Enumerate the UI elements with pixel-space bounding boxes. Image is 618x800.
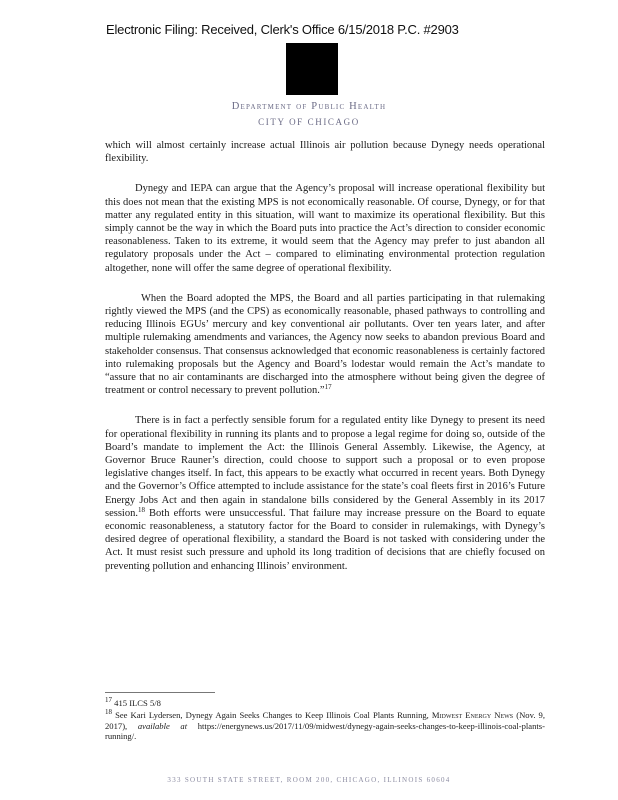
paragraph-mps-text: When the Board adopted the MPS, the Board and all parties participating in that rulemaking rightly viewed the MPS (and the CPS) as economically reasonable, phased pathways to controlling and reducing Illinois EGUs’ mercury and key conventional air pollutants. Over ten years later, and after multiple rulemaking amendments and variances, the Agency now seeks to abandon previous Board and stakeholder consensus. That consensus acknowledged that economic reasonableness is certainly factored into rulemaking proposals but the Agency and Board’s lodestar would remain the Act’s mandate to “assure that no air contaminants are discharged into the atmosphere without being given the degree of treatment or control necessary to prevent pollution.” <box>105 292 545 397</box>
footnote-17-text: 415 ILCS 5/8 <box>112 698 161 708</box>
paragraph-general-assembly-text-b: Both efforts were unsuccessful. That failure may increase pressure on the Board to equate economic reasonableness, a statutory factor for the Board to consider in rulemakings, with Dynegy’s desired degree of operational flexibility, a standard the Board is not tasked with considering under the Act. It must resist such pressure and uphold its long tradition of decisions that are chiefly focused on preventing pollution and enhancing Illinois’ environment. <box>105 507 545 572</box>
paragraph-general-assembly <box>105 414 545 572</box>
footnote-18-source: Midwest Energy News <box>431 710 514 720</box>
footnote-divider <box>105 692 215 693</box>
footer-address: 333 SOUTH STATE STREET, ROOM 200, CHICAGO, ILLINOIS 60604 <box>167 776 451 784</box>
footnote-ref-18: 18 <box>137 505 145 514</box>
footnote-18-url[interactable]: https://energynews.us/2017/11/09/midwest/dynegy-again-seeks-changes-to-keep-illinois-coal-plants-running/. <box>105 720 545 742</box>
footnote-18 <box>105 710 545 742</box>
department-name: Department of Public Health <box>231 101 387 112</box>
footnote-18-available-at: available at <box>137 720 188 731</box>
electronic-filing-stamp: Electronic Filing: Received, Clerk's Office 6/15/2018 P.C. #2903 <box>106 22 459 37</box>
paragraph-operational-flexibility: Dynegy and IEPA can argue that the Agency’s proposal will increase operational flexibility but this does not mean that the existing MPS is not economically reasonable. Of course, Dynegy, or for that matter any regulated entity in this situation, will want to maximize its operational flexibility. But this simply cannot be the way in which the Board puts into practice the Act’s direction to consider economic reasonableness. Taken to its extreme, it would seem that the Agency may prefer to just abandon all regulatory proposals under the Act – compared to eliminating environmental protection regulation altogether, none will offer the same degree of operational flexibility. <box>105 183 545 274</box>
letter-body <box>105 139 545 590</box>
paragraph-general-assembly-text-a: There is in fact a perfectly sensible forum for a regulated entity like Dynegy to present its need for operational flexibility in running its plants and to propose a legal regime for doing so, outside of the Board’s mandate to implement the Act: the Illinois General Assembly. Likewise, the Agency, at Governor Bruce Rauner’s direction, could choose to support such a proposal or to even propose legislative changes itself. In fact, this appears to be exactly what occurred in recent years. Both Dynegy and the Governor’s Office attempted to include assistance for the state’s coal fleets first in 2016’s Future Energy Jobs Act and then again in standalone bills considered by the General Assembly in its 2017 session. <box>105 415 545 519</box>
city-name: CITY OF CHICAGO <box>258 117 360 127</box>
footnote-ref-17: 17 <box>324 383 332 392</box>
footnote-17 <box>105 698 545 709</box>
city-seal-image <box>286 43 338 95</box>
footnote-17-number: 17 <box>105 696 112 704</box>
footnote-18-number: 18 <box>105 708 112 716</box>
footnote-18-citation: See Kari Lydersen, Dynegy Again Seeks Changes to Keep Illinois Coal Plants Running, <box>112 710 432 720</box>
footnote-18-date: (Nov. 9, 2017), <box>105 710 546 731</box>
paragraph-mps-adoption <box>105 292 545 398</box>
paragraph-continuation: which will almost certainly increase actual Illinois air pollution because Dynegy needs operational flexibility. <box>105 140 545 165</box>
